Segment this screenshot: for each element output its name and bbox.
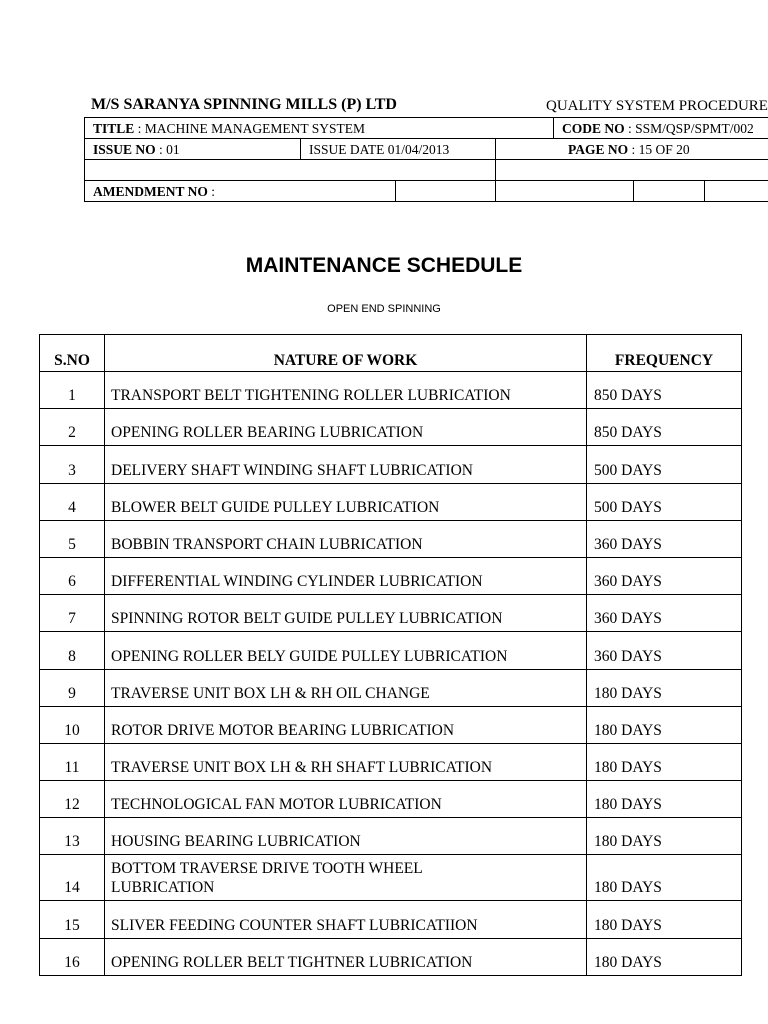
row-frequency: 500 DAYS [587,446,742,483]
row-work: OPENING ROLLER BELY GUIDE PULLEY LUBRICATION [105,632,587,669]
row-frequency: 360 DAYS [587,557,742,594]
row-sno: 4 [40,483,105,520]
row-sno: 1 [40,372,105,409]
table-row [40,557,742,594]
table-row [40,483,742,520]
table-row [40,520,742,557]
document-header-table [84,117,768,202]
table-row [40,372,742,409]
issue-date-cell: ISSUE DATE 01/04/2013 [301,139,496,160]
row-work: BOTTOM TRAVERSE DRIVE TOOTH WHEEL LUBRICATION [105,855,587,901]
row-sno: 6 [40,557,105,594]
header-row-blank [85,160,768,181]
column-header-frequency: FREQUENCY [587,335,742,372]
row-work: OPENING ROLLER BELT TIGHTNER LUBRICATION [105,938,587,975]
code-label: CODE NO [562,120,625,136]
row-work: TRANSPORT BELT TIGHTENING ROLLER LUBRICATION [105,372,587,409]
row-sno: 7 [40,595,105,632]
header-row-issue [85,139,768,160]
row-work: BOBBIN TRANSPORT CHAIN LUBRICATION [105,520,587,557]
column-header-work: NATURE OF WORK [105,335,587,372]
table-row [40,781,742,818]
table-row [40,901,742,938]
row-sno: 5 [40,520,105,557]
row-work: BLOWER BELT GUIDE PULLEY LUBRICATION [105,483,587,520]
title-label: TITLE [93,120,135,136]
row-frequency: 180 DAYS [587,743,742,780]
code-cell [554,118,768,139]
amendment-label: AMENDMENT NO [93,183,208,199]
row-frequency: 180 DAYS [587,818,742,855]
company-name: M/S SARANYA SPINNING MILLS (P) LTD [91,96,397,113]
row-sno: 10 [40,706,105,743]
row-work: DELIVERY SHAFT WINDING SHAFT LUBRICATION [105,446,587,483]
table-row [40,938,742,975]
table-row [40,669,742,706]
table-row [40,855,742,901]
row-work: OPENING ROLLER BEARING LUBRICATION [105,409,587,446]
row-work: DIFFERENTIAL WINDING CYLINDER LUBRICATION [105,557,587,594]
row-frequency: 850 DAYS [587,372,742,409]
row-frequency: 360 DAYS [587,595,742,632]
row-frequency: 360 DAYS [587,520,742,557]
row-sno: 9 [40,669,105,706]
row-work: TRAVERSE UNIT BOX LH & RH SHAFT LUBRICATION [105,743,587,780]
row-sno: 2 [40,409,105,446]
amendment-cell [85,181,396,202]
table-row [40,595,742,632]
row-sno: 12 [40,781,105,818]
maintenance-schedule-table [39,334,742,976]
row-frequency: 180 DAYS [587,669,742,706]
row-work: SPINNING ROTOR BELT GUIDE PULLEY LUBRICATION [105,595,587,632]
amendment-blank-1 [396,181,496,202]
amendment-blank-3 [634,181,705,202]
row-frequency: 500 DAYS [587,483,742,520]
row-work: ROTOR DRIVE MOTOR BEARING LUBRICATION [105,706,587,743]
table-row [40,446,742,483]
row-work: HOUSING BEARING LUBRICATION [105,818,587,855]
table-row [40,818,742,855]
row-sno: 3 [40,446,105,483]
amendment-value: : [207,183,216,199]
column-header-sno: S.NO [40,335,105,372]
amendment-blank-2 [496,181,634,202]
page-no-cell [496,139,768,160]
row-sno: 14 [40,855,105,901]
row-sno: 13 [40,818,105,855]
table-row [40,706,742,743]
row-sno: 15 [40,901,105,938]
document-title: MAINTENANCE SCHEDULE [245,254,523,277]
row-frequency: 180 DAYS [587,706,742,743]
table-row [40,743,742,780]
row-work: TECHNOLOGICAL FAN MOTOR LUBRICATION [105,781,587,818]
header-row-title [85,118,768,139]
header-row-amendment [85,181,768,202]
issue-no-value: : 01 [155,141,180,157]
procedure-label: QUALITY SYSTEM PROCEDURE [546,98,768,114]
row-frequency: 180 DAYS [587,901,742,938]
row-sno: 8 [40,632,105,669]
code-value: : SSM/QSP/SPMT/002 [624,120,754,136]
title-value: : MACHINE MANAGEMENT SYSTEM [134,120,366,136]
issue-no-cell [85,139,301,160]
row-frequency: 850 DAYS [587,409,742,446]
table-row [40,632,742,669]
row-sno: 16 [40,938,105,975]
page-no-label: PAGE NO [568,141,629,157]
issue-no-label: ISSUE NO [93,141,156,157]
row-frequency: 180 DAYS [587,938,742,975]
row-sno: 11 [40,743,105,780]
row-frequency: 180 DAYS [587,855,742,901]
row-frequency: 360 DAYS [587,632,742,669]
row-frequency: 180 DAYS [587,781,742,818]
table-header-row [40,335,742,372]
table-row [40,409,742,446]
amendment-blank-4 [705,181,768,202]
document-subtitle: OPEN END SPINNING [327,303,441,315]
page-no-value: : 15 OF 20 [628,141,690,157]
blank-cell-left [85,160,496,181]
row-work: SLIVER FEEDING COUNTER SHAFT LUBRICATIION [105,901,587,938]
blank-cell-right [496,160,768,181]
row-work: TRAVERSE UNIT BOX LH & RH OIL CHANGE [105,669,587,706]
title-cell [85,118,554,139]
